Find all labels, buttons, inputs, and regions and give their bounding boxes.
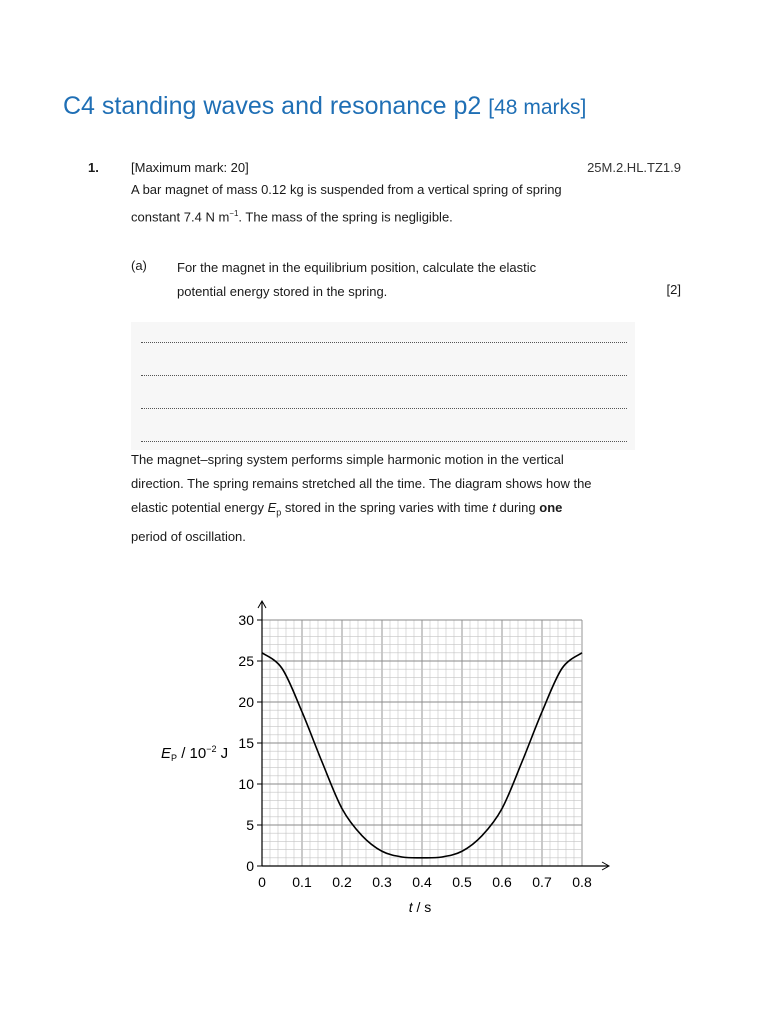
x-tick-label: 0.2	[332, 874, 352, 890]
x-tick-label: 0.7	[532, 874, 552, 890]
part-a-text	[177, 256, 607, 304]
y-tick-label: 10	[238, 776, 254, 792]
y-tick-label: 25	[238, 653, 254, 669]
answer-line[interactable]	[141, 342, 627, 343]
x-tick-label: 0.5	[452, 874, 472, 890]
question-reference: 25M.2.HL.TZ1.9	[587, 160, 681, 175]
y-tick-label: 30	[238, 612, 254, 628]
max-mark: [Maximum mark: 20]	[131, 160, 249, 175]
x-tick-label: 0	[258, 874, 266, 890]
chart-axes	[258, 601, 609, 870]
chart-grid	[262, 620, 582, 866]
part-a-line-2: potential energy stored in the spring.	[177, 284, 388, 299]
symbol-ep: E	[267, 500, 277, 515]
symbol-t: t	[492, 500, 496, 515]
chart-svg	[0, 590, 768, 930]
context-text: stored in the spring varies with time	[281, 500, 493, 515]
y-tick-label: 20	[238, 694, 254, 710]
unit-exponent: −1	[229, 209, 239, 218]
x-tick-label: 0.6	[492, 874, 512, 890]
y-tick-label: 15	[238, 735, 254, 751]
context-line-3	[131, 496, 631, 525]
x-tick-label: 0.3	[372, 874, 392, 890]
context-text: elastic potential energy	[131, 500, 268, 515]
energy-time-graph	[0, 590, 768, 930]
context-text: during	[495, 500, 540, 515]
part-a-line-1: For the magnet in the equilibrium position, calculate the elastic	[177, 260, 537, 275]
intro-line-2-post: . The mass of the spring is negligible.	[238, 209, 453, 225]
title-text: C4 standing waves and resonance p2	[63, 92, 482, 120]
x-tick-label: 0.8	[572, 874, 592, 890]
context-line-1: The magnet–spring system performs simple harmonic motion in the vertical	[131, 452, 564, 467]
intro-line-2	[131, 202, 631, 229]
answer-area[interactable]	[131, 322, 635, 450]
question-intro	[131, 178, 631, 229]
part-a-marks: [2]	[666, 282, 681, 297]
y-tick-label: 5	[246, 817, 254, 833]
question-number: 1.	[88, 160, 99, 175]
x-tick-label: 0.1	[292, 874, 312, 890]
answer-line[interactable]	[141, 408, 627, 409]
y-tick-label: 0	[246, 858, 254, 874]
x-axis-label: t / s	[408, 899, 432, 915]
intro-line-2-pre: constant 7.4 N m	[131, 209, 230, 225]
title-marks: [48 marks]	[488, 96, 587, 119]
context-line-4: period of oscillation.	[131, 528, 246, 544]
question-context	[131, 448, 631, 549]
part-a-label: (a)	[131, 258, 147, 273]
emphasis-one: one	[539, 500, 563, 515]
symbol-ep-sub: p	[276, 507, 282, 518]
page-title	[63, 92, 586, 121]
intro-line-1: A bar magnet of mass 0.12 kg is suspended from a vertical spring of spring	[131, 182, 562, 197]
y-axis-label: $E_P / 10^{-2}$ J	[161, 744, 229, 763]
answer-line[interactable]	[141, 375, 627, 376]
context-line-2: direction. The spring remains stretched all the time. The diagram shows how the	[131, 476, 592, 491]
x-tick-label: 0.4	[412, 874, 432, 890]
answer-line[interactable]	[141, 441, 627, 442]
